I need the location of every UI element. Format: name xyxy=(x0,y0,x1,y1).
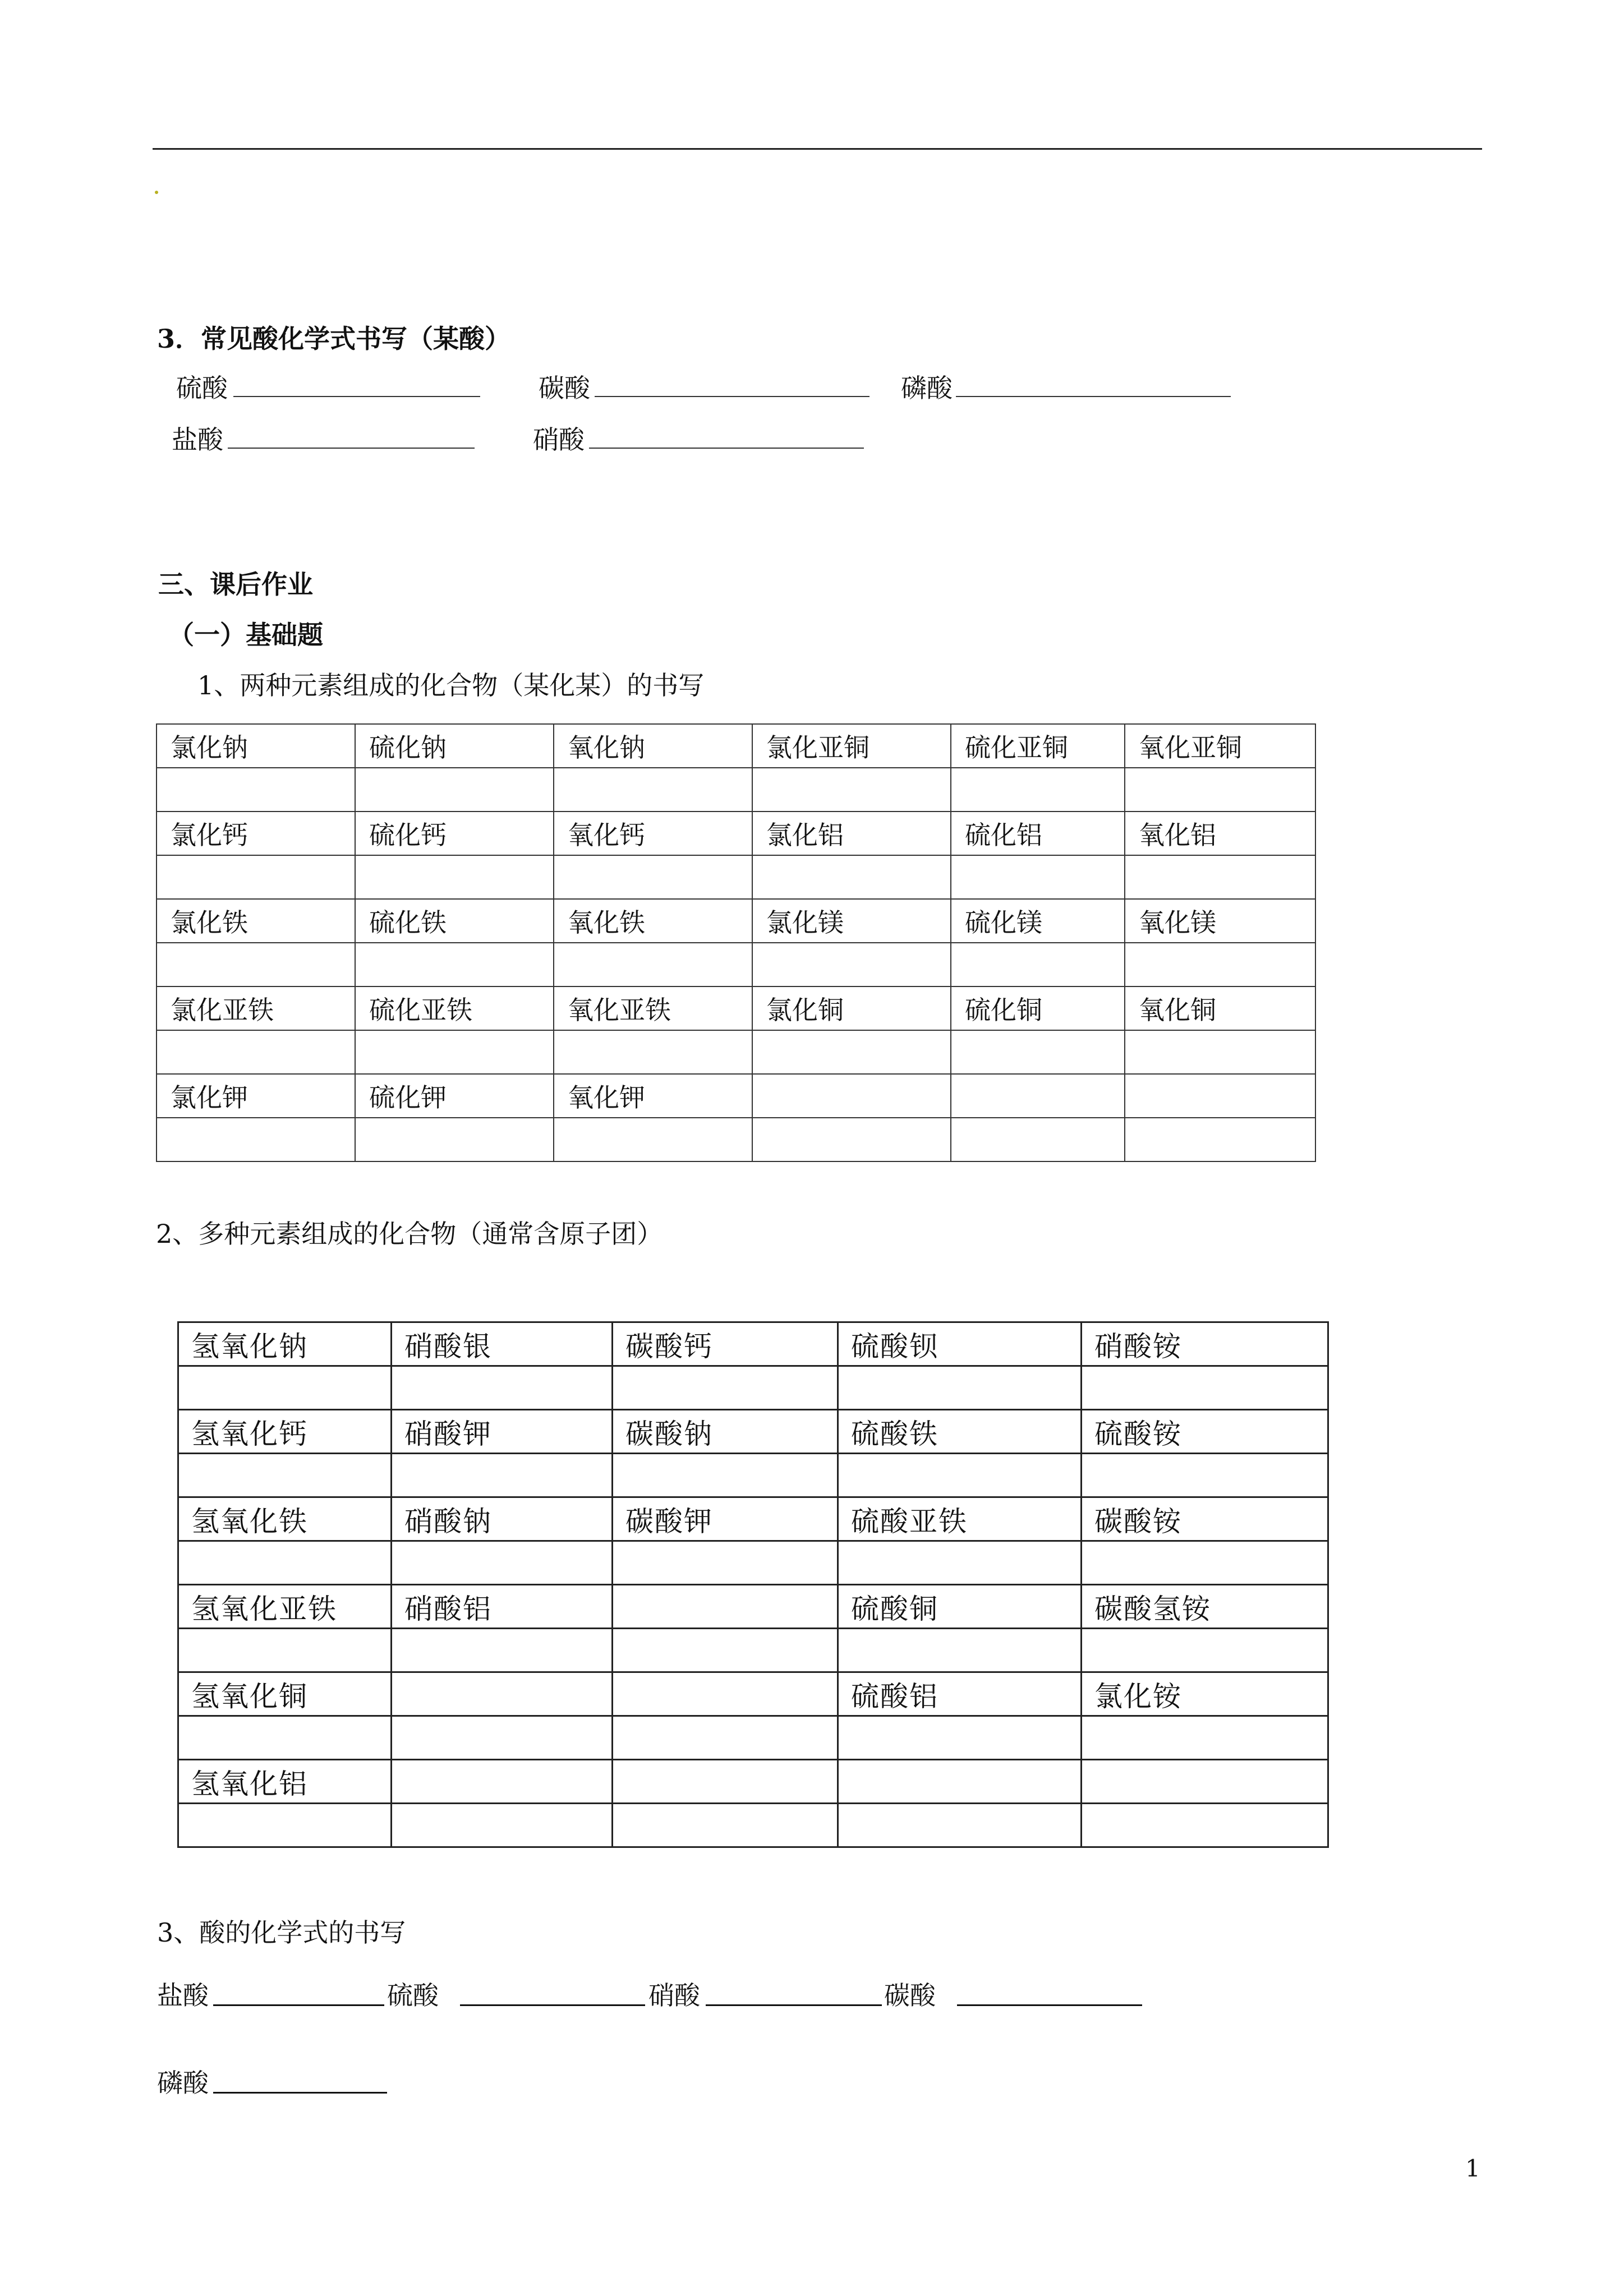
answer-cell[interactable] xyxy=(1082,1454,1328,1497)
answer-cell[interactable] xyxy=(554,768,752,812)
compound-name-cell xyxy=(392,1672,613,1716)
polyatomic-table-label-row xyxy=(178,1322,1328,1366)
compound-name-cell: 硫酸铁 xyxy=(838,1410,1082,1454)
compound-name-cell: 氢氧化铜 xyxy=(178,1672,392,1716)
compound-name-cell: 硫酸铵 xyxy=(1082,1410,1328,1454)
answer-cell[interactable] xyxy=(178,1366,392,1410)
polyatomic-table-answer-row xyxy=(178,1454,1328,1497)
compound-name-cell: 碳酸钾 xyxy=(613,1497,838,1541)
polyatomic-table-label-row xyxy=(178,1410,1328,1454)
binary-table-answer-row xyxy=(157,1118,1315,1161)
binary-table-label-row xyxy=(157,1074,1315,1118)
answer-cell[interactable] xyxy=(752,1118,951,1161)
binary-table-answer-row xyxy=(157,1030,1315,1074)
compound-name-cell: 氧化钠 xyxy=(554,724,752,768)
answer-cell[interactable] xyxy=(838,1541,1082,1585)
answer-cell[interactable] xyxy=(1125,1118,1315,1161)
answer-cell[interactable] xyxy=(613,1366,838,1410)
compound-name-cell: 碳酸氢铵 xyxy=(1082,1585,1328,1629)
answer-cell[interactable] xyxy=(838,1454,1082,1497)
compound-name-cell: 氧化亚铁 xyxy=(554,986,752,1030)
answer-cell[interactable] xyxy=(157,1118,355,1161)
binary-compound-table xyxy=(156,723,1316,1162)
compound-name-cell: 硫酸铜 xyxy=(838,1585,1082,1629)
answer-cell[interactable] xyxy=(752,855,951,899)
answer-cell[interactable] xyxy=(1125,855,1315,899)
answer-blank-phosphoric-2[interactable] xyxy=(213,2092,387,2094)
answer-cell[interactable] xyxy=(951,855,1125,899)
answer-blank-phosphoric[interactable] xyxy=(956,396,1231,397)
answer-cell[interactable] xyxy=(1082,1366,1328,1410)
answer-cell[interactable] xyxy=(355,768,554,812)
compound-name-cell: 硫化铜 xyxy=(951,986,1125,1030)
binary-table-label-row xyxy=(157,724,1315,768)
compound-name-cell: 硫化铁 xyxy=(355,899,554,943)
answer-cell[interactable] xyxy=(392,1804,613,1847)
binary-table-label-row xyxy=(157,812,1315,855)
answer-cell[interactable] xyxy=(157,855,355,899)
compound-name-cell: 氯化钠 xyxy=(157,724,355,768)
answer-blank-hydrochloric[interactable] xyxy=(228,448,475,449)
compound-name-cell: 硝酸铵 xyxy=(1082,1322,1328,1366)
compound-name-cell xyxy=(1082,1760,1328,1804)
question-1: 1、两种元素组成的化合物（某化某）的书写 xyxy=(197,670,705,700)
compound-name-cell: 硝酸钠 xyxy=(392,1497,613,1541)
polyatomic-table-label-row xyxy=(178,1585,1328,1629)
answer-cell[interactable] xyxy=(392,1454,613,1497)
compound-name-cell: 氯化铝 xyxy=(752,812,951,855)
compound-name-cell: 氢氧化钠 xyxy=(178,1322,392,1366)
answer-cell[interactable] xyxy=(392,1541,613,1585)
answer-cell[interactable] xyxy=(951,1030,1125,1074)
answer-blank-hydrochloric-2[interactable] xyxy=(213,2004,384,2006)
answer-cell[interactable] xyxy=(1082,1716,1328,1760)
binary-table-label-row xyxy=(157,899,1315,943)
answer-cell[interactable] xyxy=(1082,1629,1328,1672)
compound-name-cell: 硫化钙 xyxy=(355,812,554,855)
compound-name-cell: 氧化铜 xyxy=(1125,986,1315,1030)
compound-name-cell: 硫酸亚铁 xyxy=(838,1497,1082,1541)
compound-name-cell: 氯化铵 xyxy=(1082,1672,1328,1716)
compound-name-cell xyxy=(838,1760,1082,1804)
compound-name-cell: 氧化铝 xyxy=(1125,812,1315,855)
compound-name-cell: 硝酸钾 xyxy=(392,1410,613,1454)
answer-cell[interactable] xyxy=(392,1629,613,1672)
compound-name-cell: 氯化亚铁 xyxy=(157,986,355,1030)
answer-cell[interactable] xyxy=(613,1716,838,1760)
answer-cell[interactable] xyxy=(554,943,752,986)
answer-cell[interactable] xyxy=(951,1118,1125,1161)
answer-cell[interactable] xyxy=(1125,768,1315,812)
answer-cell[interactable] xyxy=(1125,943,1315,986)
binary-table-answer-row xyxy=(157,855,1315,899)
compound-name-cell: 硫酸钡 xyxy=(838,1322,1082,1366)
acid-label-nitric: 硝酸 xyxy=(533,425,585,455)
compound-name-cell xyxy=(951,1074,1125,1118)
answer-cell[interactable] xyxy=(613,1629,838,1672)
answer-cell[interactable] xyxy=(355,1030,554,1074)
answer-cell[interactable] xyxy=(355,943,554,986)
acid-label-sulfuric-2: 硫酸 xyxy=(387,1980,439,2011)
compound-name-cell: 氢氧化钙 xyxy=(178,1410,392,1454)
answer-cell[interactable] xyxy=(838,1804,1082,1847)
polyatomic-compound-table xyxy=(177,1321,1329,1848)
acid-label-hydrochloric-2: 盐酸 xyxy=(157,1980,209,2011)
compound-name-cell: 氯化镁 xyxy=(752,899,951,943)
polyatomic-table-answer-row xyxy=(178,1541,1328,1585)
answer-cell[interactable] xyxy=(951,943,1125,986)
compound-name-cell: 硝酸银 xyxy=(392,1322,613,1366)
compound-name-cell: 氢氧化铝 xyxy=(178,1760,392,1804)
answer-cell[interactable] xyxy=(752,768,951,812)
compound-name-cell: 氧化铁 xyxy=(554,899,752,943)
answer-blank-carbonic-2[interactable] xyxy=(957,2004,1142,2006)
compound-name-cell: 碳酸铵 xyxy=(1082,1497,1328,1541)
answer-cell[interactable] xyxy=(613,1454,838,1497)
polyatomic-table-answer-row xyxy=(178,1804,1328,1847)
acid-label-hydrochloric: 盐酸 xyxy=(172,425,223,455)
compound-name-cell: 氧化镁 xyxy=(1125,899,1315,943)
compound-name-cell: 硫化亚铜 xyxy=(951,724,1125,768)
answer-cell[interactable] xyxy=(613,1541,838,1585)
polyatomic-table-label-row xyxy=(178,1497,1328,1541)
polyatomic-table-answer-row xyxy=(178,1629,1328,1672)
answer-cell[interactable] xyxy=(1125,1030,1315,1074)
acid-label-nitric-2: 硝酸 xyxy=(648,1980,700,2011)
compound-name-cell: 硫酸铝 xyxy=(838,1672,1082,1716)
header-rule xyxy=(153,148,1482,150)
compound-name-cell: 氧化钾 xyxy=(554,1074,752,1118)
compound-name-cell: 氯化亚铜 xyxy=(752,724,951,768)
acid-label-sulfuric: 硫酸 xyxy=(176,373,228,403)
acid-label-phosphoric-2: 磷酸 xyxy=(157,2068,209,2098)
answer-cell[interactable] xyxy=(178,1716,392,1760)
compound-name-cell xyxy=(392,1760,613,1804)
answer-blank-sulfuric[interactable] xyxy=(233,396,480,397)
compound-name-cell: 氯化钾 xyxy=(157,1074,355,1118)
answer-cell[interactable] xyxy=(752,943,951,986)
compound-name-cell xyxy=(613,1585,838,1629)
answer-cell[interactable] xyxy=(613,1804,838,1847)
compound-name-cell: 氧化钙 xyxy=(554,812,752,855)
answer-blank-nitric[interactable] xyxy=(589,448,864,449)
answer-cell[interactable] xyxy=(157,768,355,812)
answer-blank-sulfuric-2[interactable] xyxy=(460,2004,645,2006)
polyatomic-table-label-row xyxy=(178,1672,1328,1716)
compound-name-cell: 硫化镁 xyxy=(951,899,1125,943)
compound-name-cell xyxy=(752,1074,951,1118)
compound-name-cell: 氢氧化亚铁 xyxy=(178,1585,392,1629)
compound-name-cell xyxy=(613,1672,838,1716)
polyatomic-table-label-row xyxy=(178,1760,1328,1804)
answer-cell[interactable] xyxy=(178,1454,392,1497)
answer-cell[interactable] xyxy=(554,1030,752,1074)
answer-cell[interactable] xyxy=(752,1030,951,1074)
compound-name-cell: 氯化钙 xyxy=(157,812,355,855)
compound-name-cell: 硫化铝 xyxy=(951,812,1125,855)
answer-cell[interactable] xyxy=(157,943,355,986)
compound-name-cell: 氢氧化铁 xyxy=(178,1497,392,1541)
answer-cell[interactable] xyxy=(554,855,752,899)
acid-label-carbonic: 碳酸 xyxy=(539,373,590,403)
binary-table-answer-row xyxy=(157,943,1315,986)
question-2: 2、多种元素组成的化合物（通常含原子团） xyxy=(156,1219,663,1249)
compound-name-cell: 硫化钠 xyxy=(355,724,554,768)
answer-cell[interactable] xyxy=(392,1716,613,1760)
acid-label-carbonic-2: 碳酸 xyxy=(884,1980,936,2011)
answer-cell[interactable] xyxy=(355,1118,554,1161)
compound-name-cell xyxy=(613,1760,838,1804)
answer-cell[interactable] xyxy=(951,768,1125,812)
basic-section-title: （一）基础题 xyxy=(168,620,323,650)
answer-cell[interactable] xyxy=(157,1030,355,1074)
acid-label-phosphoric: 磷酸 xyxy=(901,373,953,403)
answer-cell[interactable] xyxy=(838,1366,1082,1410)
compound-name-cell: 硝酸铝 xyxy=(392,1585,613,1629)
answer-cell[interactable] xyxy=(178,1629,392,1672)
compound-name-cell: 碳酸钙 xyxy=(613,1322,838,1366)
compound-name-cell: 氯化铜 xyxy=(752,986,951,1030)
stray-dot xyxy=(155,191,158,194)
answer-cell[interactable] xyxy=(392,1366,613,1410)
answer-cell[interactable] xyxy=(1082,1541,1328,1585)
binary-table-answer-row xyxy=(157,768,1315,812)
page-number: 1 xyxy=(1465,2155,1480,2182)
compound-name-cell: 碳酸钠 xyxy=(613,1410,838,1454)
homework-title: 三、课后作业 xyxy=(158,569,313,600)
compound-name-cell: 硫化亚铁 xyxy=(355,986,554,1030)
compound-name-cell xyxy=(1125,1074,1315,1118)
answer-blank-nitric-2[interactable] xyxy=(706,2004,882,2006)
answer-cell[interactable] xyxy=(178,1804,392,1847)
binary-table-label-row xyxy=(157,986,1315,1030)
answer-cell[interactable] xyxy=(1082,1804,1328,1847)
answer-cell[interactable] xyxy=(838,1629,1082,1672)
answer-cell[interactable] xyxy=(178,1541,392,1585)
compound-name-cell: 氧化亚铜 xyxy=(1125,724,1315,768)
answer-blank-carbonic[interactable] xyxy=(595,396,869,397)
compound-name-cell: 氯化铁 xyxy=(157,899,355,943)
section3-title: 3．常见酸化学式书写（某酸） xyxy=(157,324,511,354)
compound-name-cell: 硫化钾 xyxy=(355,1074,554,1118)
polyatomic-table-answer-row xyxy=(178,1716,1328,1760)
answer-cell[interactable] xyxy=(355,855,554,899)
polyatomic-table-answer-row xyxy=(178,1366,1328,1410)
question-3: 3、酸的化学式的书写 xyxy=(157,1917,406,1948)
answer-cell[interactable] xyxy=(838,1716,1082,1760)
answer-cell[interactable] xyxy=(554,1118,752,1161)
